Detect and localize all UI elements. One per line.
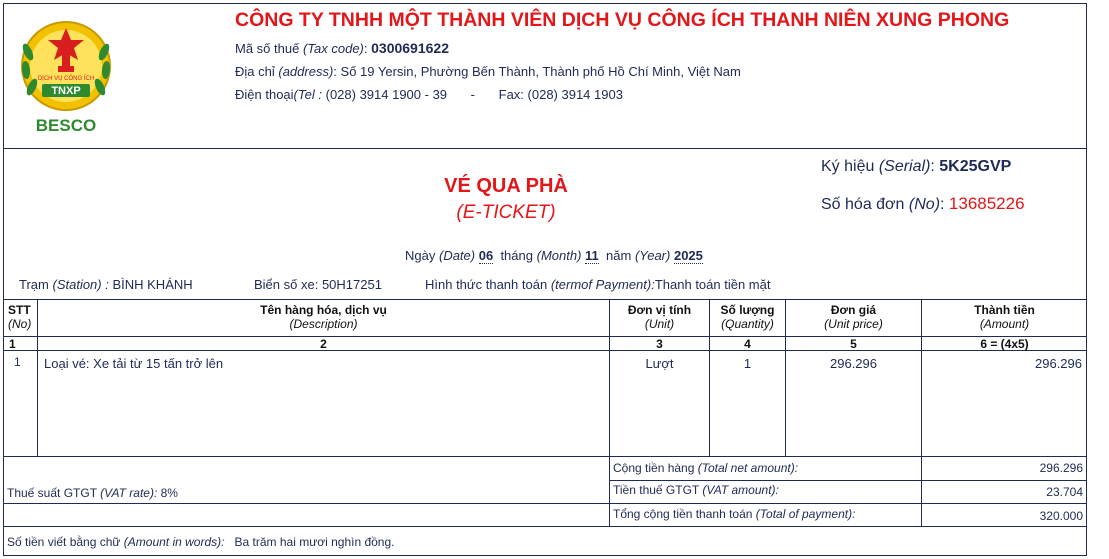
phone-label-en: (Tel <box>293 87 315 102</box>
address-line: Địa chỉ (address): Số 19 Yersin, Phường Bến Thành, Thành phố Hồ Chí Minh, Việt Nam <box>235 64 741 79</box>
totals-bottom <box>3 526 1087 527</box>
tax-code-value: 0300691622 <box>371 40 449 56</box>
station-label: Trạm <box>19 277 49 292</box>
serial-line: Ký hiệu (Serial): 5K25GVP <box>821 158 1012 175</box>
station-value: BÌNH KHÁNH <box>112 277 193 292</box>
table-top-border <box>3 299 1087 300</box>
net-amount-label-vi: Cộng tiền hàng <box>613 461 695 475</box>
date-month-label-en: (Month) <box>536 248 582 263</box>
totals-row1-bottom <box>609 480 1087 481</box>
header-description-en: (Description) <box>289 317 358 331</box>
table-body-bottom <box>3 456 1087 457</box>
amount-in-words-label: Số tiền viết bằng chữ <box>7 535 121 549</box>
invoice-no-label: Số hóa đơn <box>821 196 905 213</box>
date-month-label: tháng <box>500 248 533 263</box>
vat-amount-label-vi: Tiền thuế GTGT <box>613 483 700 497</box>
vat-rate-label-en: (VAT rate): <box>100 486 158 500</box>
phone-label: Điện thoại <box>235 87 294 102</box>
header-stt-en: (No) <box>8 317 32 331</box>
plate-value: 50H17251 <box>321 277 382 292</box>
invoice-no-line: Số hóa đơn (No): 13685226 <box>821 194 1025 213</box>
header-stt <box>4 303 37 331</box>
amount-in-words-line <box>7 535 394 549</box>
vat-rate-value: 8% <box>160 486 178 500</box>
date-year-label-en: (Year) <box>634 248 671 263</box>
header-stt-vi: STT <box>8 303 31 317</box>
row-stt: 1 <box>14 355 21 369</box>
numbering-5: 5 <box>850 337 857 351</box>
vat-amount-label <box>613 483 779 497</box>
row-unit: Lượt <box>645 356 674 371</box>
total-payment-label-en: (Total of payment): <box>755 507 856 521</box>
besco-logo <box>14 12 120 136</box>
net-amount-label <box>613 461 798 475</box>
phone-line: Điện thoại(Tel : (028) 3914 1900 - 39 - Fax: (028) 3914 1903 <box>235 87 623 102</box>
address-label-en: (address) <box>278 64 334 79</box>
row-unit-price: 296.296 <box>830 356 877 371</box>
logo-text-top: DỊCH VỤ CÔNG ÍCH <box>37 76 95 82</box>
header-unit-vi: Đơn vị tính <box>627 303 692 317</box>
total-payment-label-vi: Tổng cộng tiền thanh toán <box>613 507 753 521</box>
total-payment-label <box>613 507 855 521</box>
invoice-no-label-en: (No) <box>908 196 941 213</box>
vat-rate-label: Thuế suất GTGT <box>7 486 97 500</box>
header-divider <box>3 148 1087 149</box>
payment-line <box>425 277 770 292</box>
tax-code-label: Mã số thuế <box>235 41 300 56</box>
date-day-label-en: (Date) <box>438 248 476 263</box>
date-day-label: Ngày <box>405 248 436 263</box>
address-value: Số 19 Yersin, Phường Bến Thành, Thành phố Hồ Chí Minh, Việt Nam <box>340 64 741 79</box>
header-description-vi: Tên hàng hóa, dịch vụ <box>260 303 387 317</box>
net-amount-label-en: (Total net amount): <box>697 461 799 475</box>
header-unit-price <box>786 303 921 331</box>
serial-label-en: (Serial) <box>878 158 931 175</box>
col-divider-2 <box>609 299 610 527</box>
header-amount <box>922 303 1087 331</box>
row-quantity: 1 <box>743 356 752 371</box>
header-unit <box>610 303 709 331</box>
station-line <box>19 277 193 292</box>
logo-text-band: TNXP <box>51 85 81 97</box>
plate-label: Biển số xe: <box>254 277 319 292</box>
numbering-2: 2 <box>320 337 327 351</box>
payment-label: Hình thức thanh toán <box>425 277 548 292</box>
date-day-value: 06 <box>478 248 494 263</box>
date-year-value: 2025 <box>673 248 703 263</box>
fax-value: Fax: (028) 3914 1903 <box>498 87 623 102</box>
tax-code-label-en: (Tax code) <box>302 41 364 56</box>
row-description: Loại vé: Xe tải từ 15 tấn trở lên <box>44 356 224 371</box>
header-unit-price-en: (Unit price) <box>824 317 883 331</box>
numbering-1: 1 <box>9 337 16 351</box>
phone-separator: - <box>470 87 476 102</box>
serial-value: 5K25GVP <box>939 158 1012 175</box>
serial-label: Ký hiệu <box>821 158 875 175</box>
row-amount: 296.296 <box>1035 356 1082 371</box>
address-label: Địa chỉ <box>235 64 275 79</box>
numbering-3: 3 <box>656 337 663 351</box>
numbering-6: 6 = (4x5) <box>980 337 1029 351</box>
logo-text-bottom: BESCO <box>35 116 97 135</box>
header-unit-en: (Unit) <box>644 317 675 331</box>
station-label-en: (Station) : <box>52 277 109 292</box>
header-amount-vi: Thành tiền <box>974 303 1035 317</box>
header-quantity <box>710 303 785 331</box>
company-name: CÔNG TY TNHH MỘT THÀNH VIÊN DỊCH VỤ CÔNG ÍCH THANH NIÊN XUNG PHONG <box>235 9 1010 31</box>
amount-in-words-label-en: (Amount in words): <box>123 535 225 549</box>
total-payment-value: 320.000 <box>1039 509 1083 523</box>
date-year-label: năm <box>606 248 632 263</box>
phone-value: (028) 3914 1900 - 39 <box>325 87 448 102</box>
payment-label-en: (termof Payment): <box>550 277 655 292</box>
header-amount-en: (Amount) <box>979 317 1030 331</box>
net-amount-value: 296.296 <box>1039 461 1083 475</box>
tax-code-line: Mã số thuế (Tax code): 0300691622 <box>235 40 449 56</box>
ticket-title: VÉ QUA PHÀ <box>444 175 568 197</box>
vat-amount-label-en: (VAT amount): <box>702 483 779 497</box>
date-line <box>405 248 703 263</box>
header-quantity-en: (Quantity) <box>721 317 774 331</box>
invoice-no-value: 13685226 <box>948 194 1025 213</box>
vat-rate-line <box>7 486 178 500</box>
amount-in-words-value: Ba trăm hai mươi nghìn đồng. <box>234 535 395 549</box>
header-description <box>38 303 609 331</box>
payment-value: Thanh toán tiền mặt <box>654 277 771 292</box>
date-month-value: 11 <box>585 248 599 263</box>
vat-amount-value: 23.704 <box>1046 485 1083 499</box>
numbering-4: 4 <box>744 337 751 351</box>
header-unit-price-vi: Đơn giá <box>830 303 877 317</box>
header-quantity-vi: Số lượng <box>720 303 775 317</box>
totals-row2-bottom <box>3 503 1087 504</box>
ticket-subtitle: (E-TICKET) <box>456 202 556 223</box>
plate-line <box>254 277 382 292</box>
